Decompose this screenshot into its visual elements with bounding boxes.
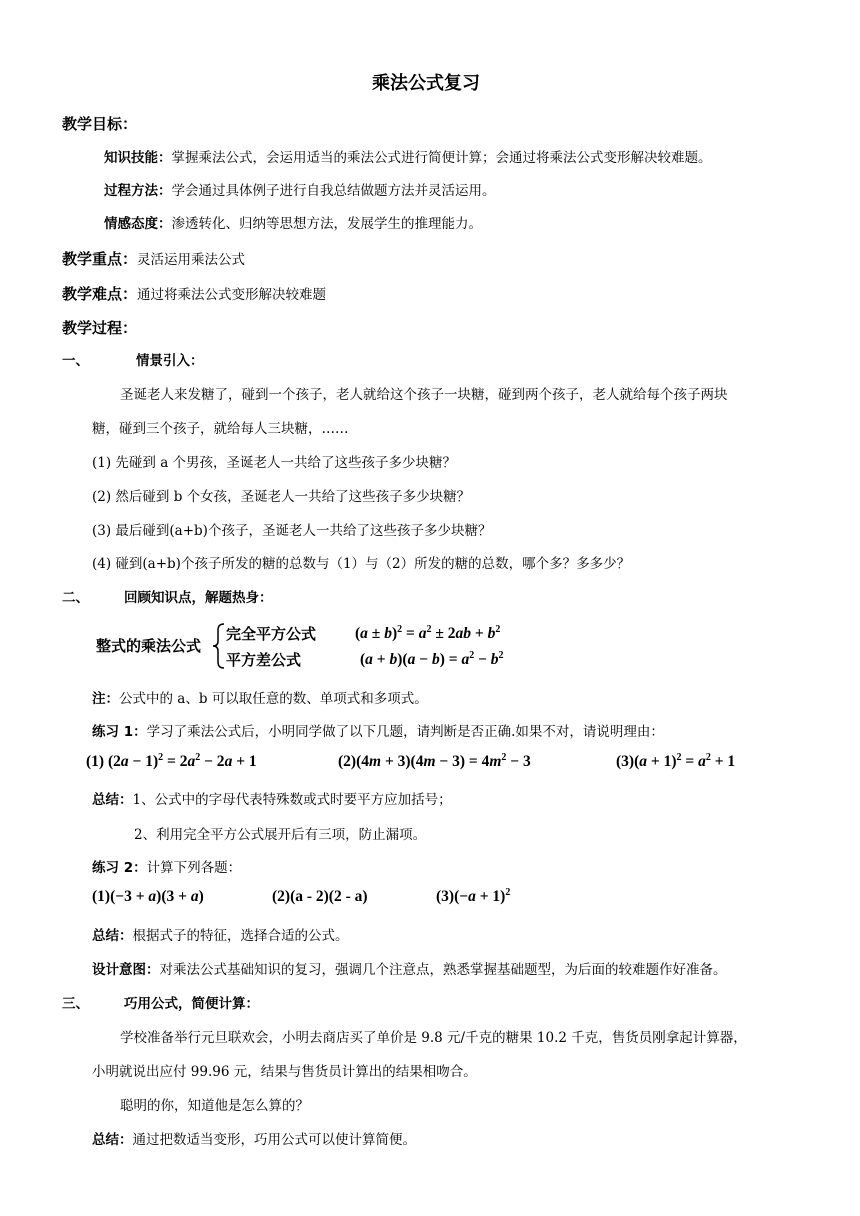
formula1-expression: $(a \pm b)^2 = a^2 \pm 2ab + b^2$: [355, 624, 501, 642]
section2-title: 回顾知识点，解题热身：: [124, 590, 273, 606]
section3-number: 三、: [62, 996, 89, 1012]
page-title: 乘法公式复习: [372, 73, 480, 94]
goal-label: 情感态度：: [104, 216, 172, 232]
design-intent: [92, 960, 727, 980]
section3-summary-text: 通过把数适当变形，巧用公式可以使计算简便。: [132, 1132, 416, 1148]
goal-text: 学会通过具体例子进行自我总结做题方法并灵活运用。: [171, 183, 496, 199]
key-point-text: 灵活运用乘法公式: [137, 252, 246, 268]
goal-process: [104, 181, 496, 201]
formula2-name: 平方差公式: [226, 651, 302, 669]
exercise2-item2: (2)(a - 2)(2 - a): [272, 888, 368, 905]
summary1-text: 1、公式中的字母代表特殊数或式时要平方应加括号；: [132, 792, 452, 808]
question-4: (4) 碰到(a+b)个孩子所发的糖的总数与（1）与（2）所发的糖的总数，哪个多？多多少？: [92, 556, 631, 572]
section2-number: 二、: [62, 590, 89, 606]
difficulty-label: 教学难点：: [62, 285, 138, 303]
summary1-line1: [92, 790, 452, 810]
exercise2-label: 练习 2：: [92, 860, 147, 876]
exercise1: [92, 722, 664, 742]
section1-title: 情景引入：: [136, 353, 204, 369]
summary2-text: 根据式子的特征，选择合适的公式。: [132, 928, 349, 944]
section3-summary: [92, 1130, 416, 1150]
goal-label: 知识技能：: [104, 150, 172, 166]
exercise2-item3: $(3)(-a + 1)^2$: [436, 887, 511, 905]
difficulty: [62, 284, 326, 305]
formula1-name: 完全平方公式: [226, 625, 317, 643]
exercise2-text: 计算下列各题：: [146, 860, 242, 876]
summary1-line2: 2、利用完全平方公式展开后有三项，防止漏项。: [134, 827, 427, 843]
goal-label: 过程方法：: [104, 183, 172, 199]
goal-text: 掌握乘法公式，会运用适当的乘法公式进行简便计算；会通过将乘法公式变形解决较难题。: [171, 150, 712, 166]
section3-paragraph-line1: 学校准备举行元旦联欢会，小明去商店买了单价是 9.8 元/千克的糖果 10.2 千克，售货员刚拿起计算器，: [120, 1030, 747, 1046]
exercise1-item1: (1) $(2a - 1)^2 = 2a^2 - 2a + 1$: [86, 752, 257, 770]
design-label: 设计意图：: [92, 962, 160, 978]
question-2: (2) 然后碰到 b 个女孩，圣诞老人一共给了这些孩子多少块糖？: [92, 489, 471, 505]
difficulty-text: 通过将乘法公式变形解决较难题: [137, 287, 327, 303]
question-1: (1) 先碰到 a 个男孩，圣诞老人一共给了这些孩子多少块糖？: [92, 455, 457, 471]
design-text: 对乘法公式基础知识的复习，强调几个注意点，熟悉掌握基础题型，为后面的较难题作好准备。: [159, 962, 727, 978]
section1-number: 一、: [62, 353, 89, 369]
exercise2: [92, 858, 241, 878]
note: [92, 689, 428, 709]
exercise1-text: 学习了乘法公式后，小明同学做了以下几题，请判断是否正确.如果不对，请说明理由：: [146, 724, 664, 740]
key-point: [62, 249, 245, 270]
summary2: [92, 926, 349, 946]
summary1-label: 总结：: [92, 792, 133, 808]
exercise2-item1: (1)(−3 + a)(3 + a): [92, 888, 204, 905]
section3-paragraph-line2: 小明就说出应付 99.96 元，结果与售货员计算出的结果相吻合。: [92, 1064, 477, 1080]
goals-heading: 教学目标：: [62, 115, 138, 133]
goal-knowledge: [104, 148, 712, 168]
section1-paragraph-line1: 圣诞老人来发糖了，碰到一个孩子，老人就给这个孩子一块糖，碰到两个孩子，老人就给每个孩子两块: [120, 387, 728, 403]
section3-title: 巧用公式，简便计算：: [124, 996, 259, 1012]
summary2-label: 总结：: [92, 928, 133, 944]
key-point-label: 教学重点：: [62, 250, 138, 268]
exercise1-item2: $(2)(4m + 3)(4m - 3) = 4m^2 - 3$: [338, 752, 531, 770]
section3-question: 聪明的你，知道他是怎么算的？: [120, 1098, 309, 1114]
exercise1-item3: $(3)(a + 1)^2 = a^2 + 1$: [616, 752, 736, 770]
formula-group-label: 整式的乘法公式: [96, 637, 202, 655]
formula2-expression: $(a + b)(a - b) = a^2 - b^2$: [360, 650, 504, 668]
note-text: 公式中的 a、b 可以取任意的数、单项式和多项式。: [119, 691, 428, 707]
process-heading: 教学过程：: [62, 319, 138, 337]
note-label: 注：: [92, 691, 119, 707]
goal-text: 渗透转化、归纳等思想方法，发展学生的推理能力。: [171, 216, 482, 232]
section1-paragraph-line2: 糖，碰到三个孩子，就给每人三块糖，……: [92, 421, 349, 437]
section3-summary-label: 总结：: [92, 1132, 133, 1148]
exercise1-label: 练习 1：: [92, 724, 147, 740]
goal-attitude: [104, 214, 482, 234]
question-3: (3) 最后碰到(a+b)个孩子，圣诞老人一共给了这些孩子多少块糖？: [92, 523, 492, 539]
brace-icon: [212, 622, 226, 670]
